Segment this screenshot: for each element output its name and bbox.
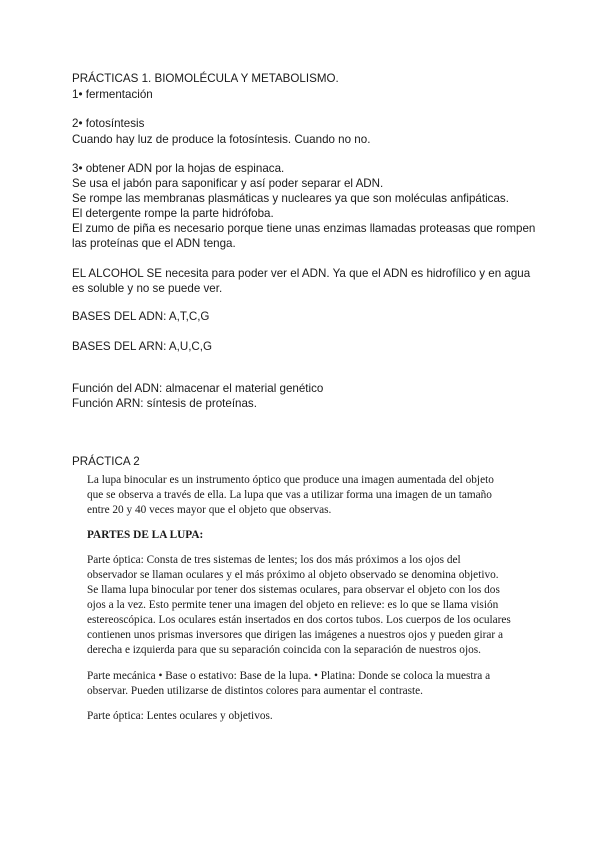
- adn-step-line: Se rompe las membranas plasmáticas y nucleares ya que son moléculas anfipáticas.: [72, 192, 509, 205]
- practica2-title: PRÁCTICA 2: [72, 455, 140, 468]
- mecanica-line: Parte mecánica • Base o estativo: Base de la lupa. • Platina: Donde se coloca la muestra a: [87, 670, 491, 682]
- optica-line: observador se llaman oculares y el más próximo al objeto observado se denomina objetivo.: [87, 569, 499, 581]
- alcohol-line: es soluble y no se puede ver.: [72, 282, 223, 295]
- bases-adn: BASES DEL ADN: A,T,C,G: [72, 310, 210, 323]
- intro-line: entre 20 y 40 veces mayor que el objeto que observas.: [87, 504, 332, 516]
- funcion-adn: Función del ADN: almacenar el material genético: [72, 382, 324, 395]
- adn-step-line: El detergente rompe la parte hidrófoba.: [72, 207, 274, 220]
- fotosintesis-text: Cuando hay luz de produce la fotosíntesis. Cuando no no.: [72, 133, 371, 146]
- adn-step-line: Se usa el jabón para saponificar y así poder separar el ADN.: [72, 177, 384, 190]
- optica-line: ojos a la vez. Esto permite tener una imagen del objeto en relieve: es lo que se llama visión: [87, 599, 499, 611]
- adn-step-line: las proteínas que el ADN tenga.: [72, 237, 236, 250]
- intro-line: que se observa a través de ella. La lupa que vas a utilizar forma una imagen de un tamaño: [87, 489, 492, 501]
- optica-line: Parte óptica: Consta de tres sistemas de lentes; los dos más próximos a los ojos del: [87, 554, 461, 566]
- optica-line: contienen unos prismas inversores que dirigen las imágenes a nuestros ojos y pueden girar a: [87, 629, 503, 641]
- intro-line: La lupa binocular es un instrumento óptico que produce una imagen aumentada del objeto: [87, 474, 494, 486]
- optica-line: estereoscópica. Los oculares están insertados en dos cortos tubos. Los cuerpos de los oculares: [87, 614, 511, 626]
- optica-line: Se llama lupa binocular por tener dos sistemas oculares, para observar el objeto con los dos: [87, 584, 500, 596]
- item-fotosintesis: 2• fotosíntesis: [72, 117, 145, 130]
- partes-heading: PARTES DE LA LUPA:: [87, 529, 204, 541]
- funcion-arn: Función ARN: síntesis de proteínas.: [72, 397, 257, 410]
- optica-short: Parte óptica: Lentes oculares y objetivos.: [87, 710, 273, 722]
- item-obtener-adn: 3• obtener ADN por la hojas de espinaca.: [72, 162, 285, 175]
- item-fermentacion: 1• fermentación: [72, 88, 153, 101]
- practica1-title: PRÁCTICAS 1. BIOMOLÉCULA Y METABOLISMO.: [72, 72, 339, 85]
- alcohol-line: EL ALCOHOL SE necesita para poder ver el ADN. Ya que el ADN es hidrofílico y en agua: [72, 267, 531, 280]
- bases-arn: BASES DEL ARN: A,U,C,G: [72, 340, 213, 353]
- mecanica-line: observar. Pueden utilizarse de distintos colores para aumentar el contraste.: [87, 685, 423, 697]
- optica-line: derecha e izquierda para que su separación coincida con la separación de nuestros ojos.: [87, 644, 481, 656]
- adn-step-line: El zumo de piña es necesario porque tiene unas enzimas llamadas proteasas que rompen: [72, 222, 536, 235]
